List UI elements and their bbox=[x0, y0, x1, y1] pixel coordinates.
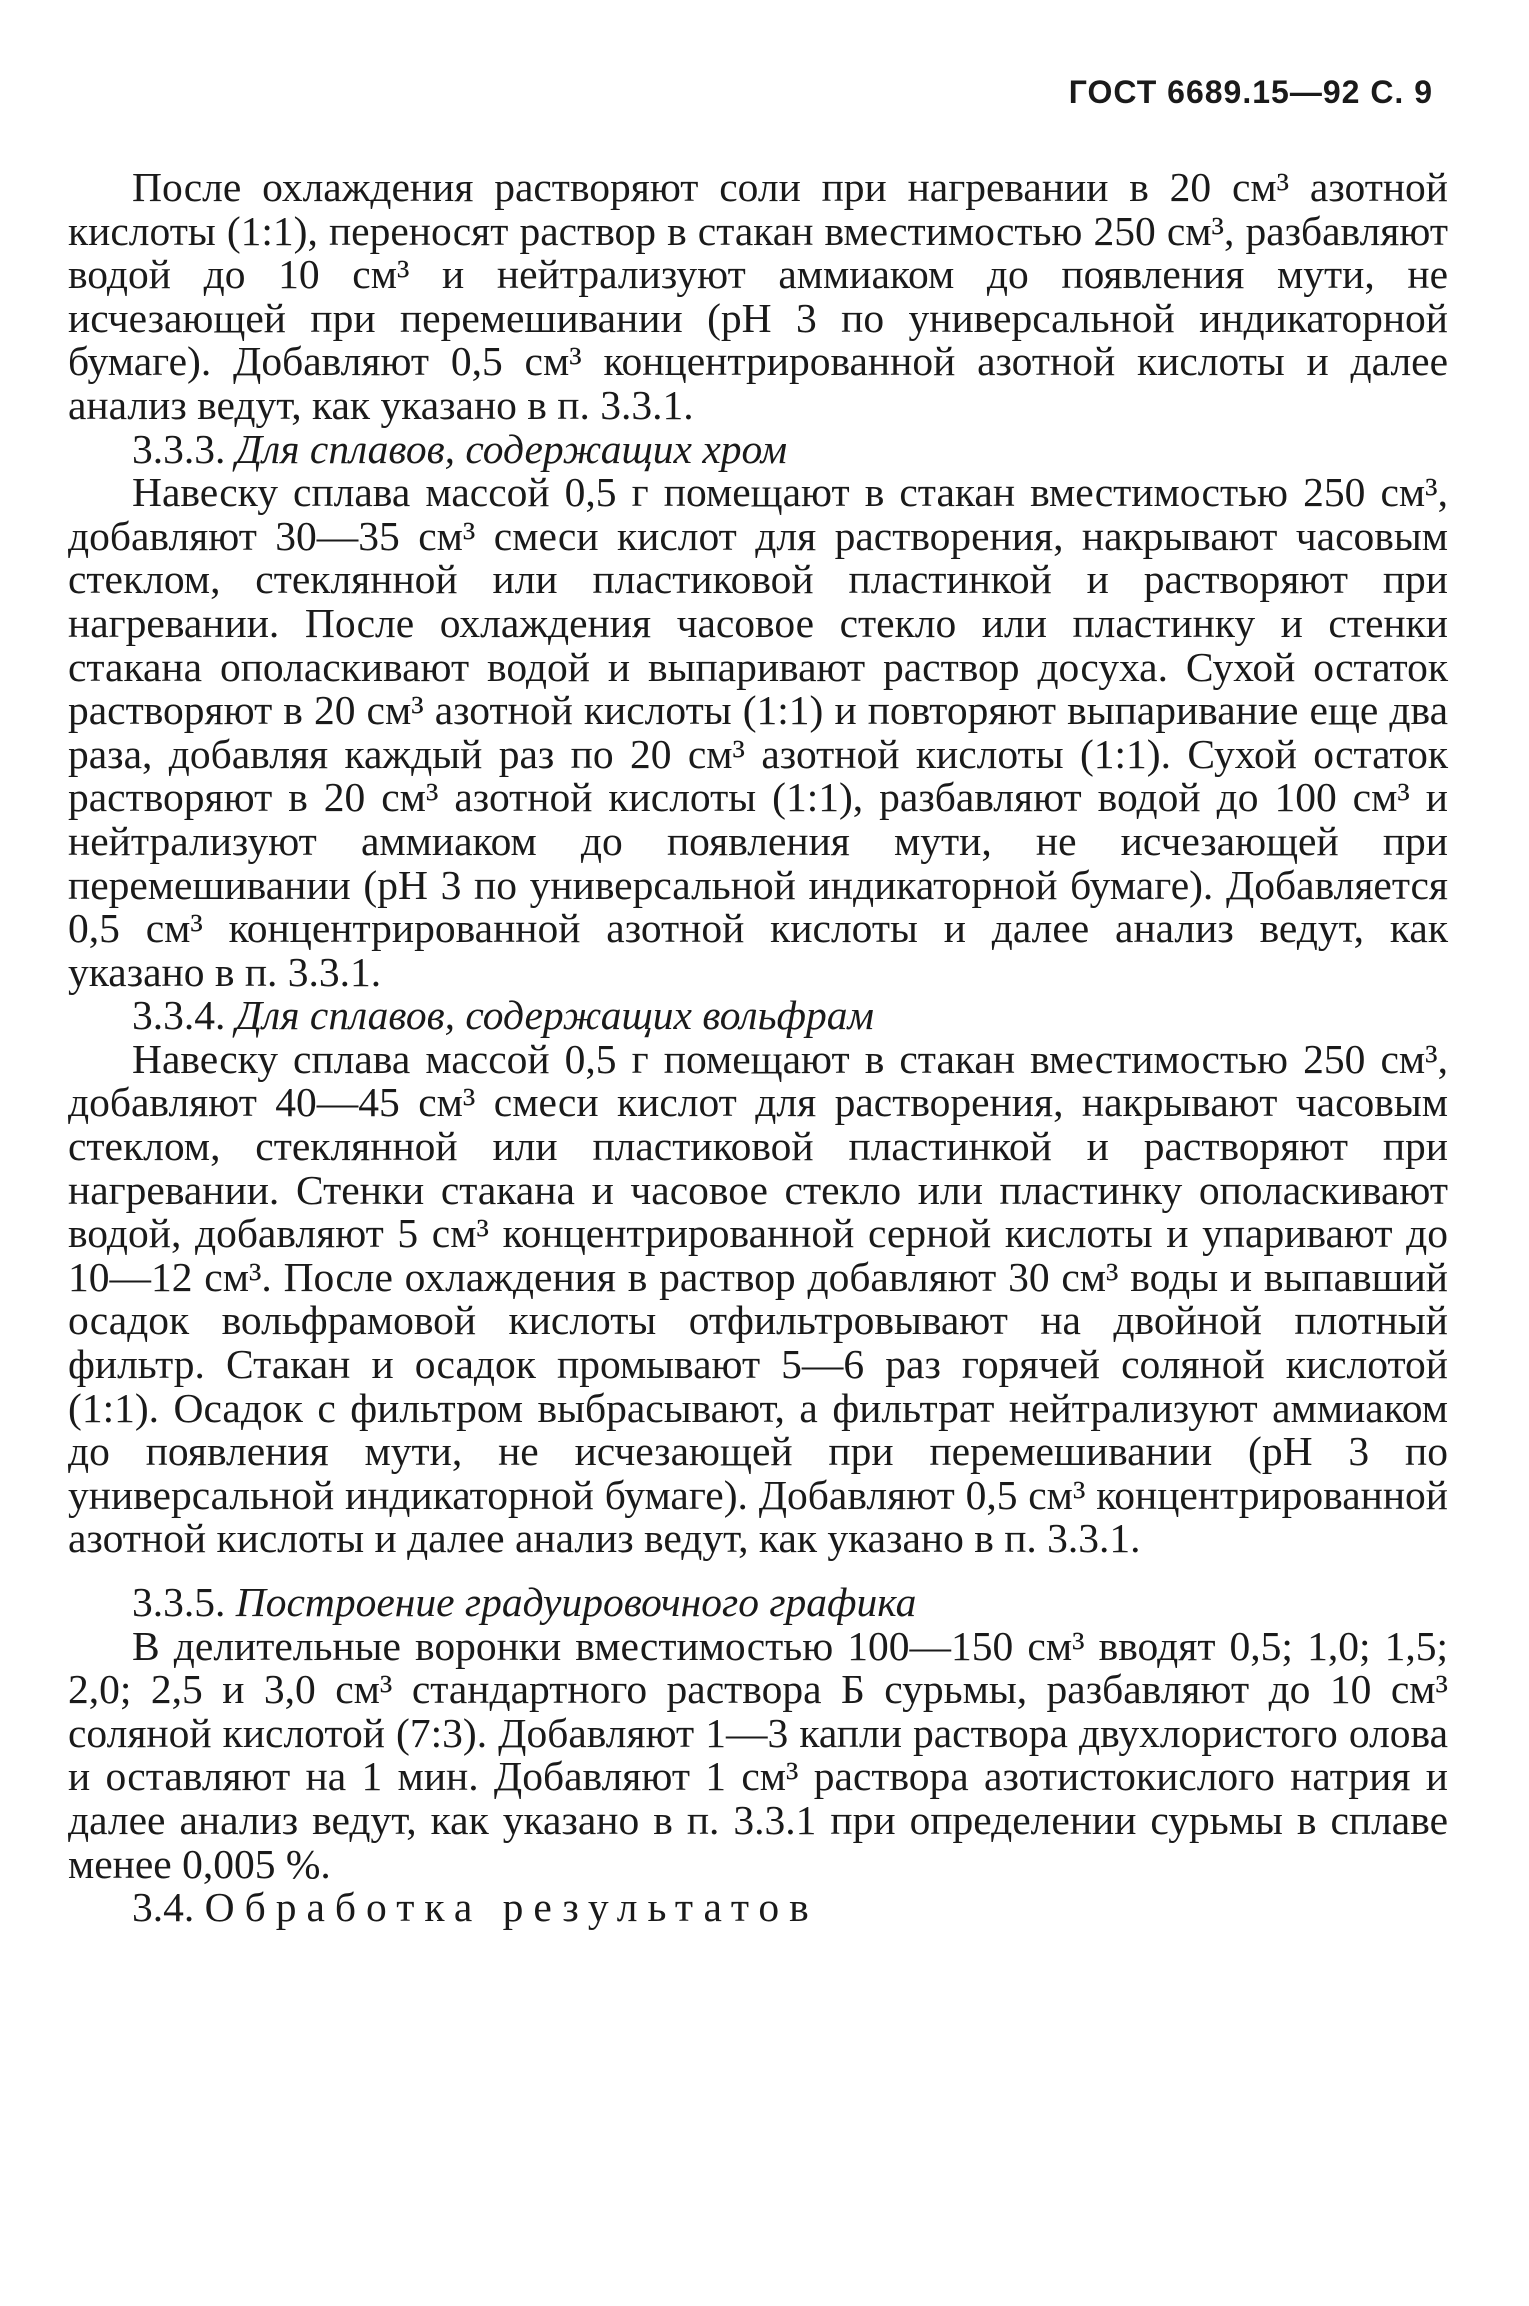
body-text bbox=[68, 166, 1448, 1930]
section-heading-3-4 bbox=[68, 1886, 1448, 1930]
paragraph-calibration-graph: В делительные воронки вместимостью 100—150 см³ вводят 0,5; 1,0; 1,5; 2,0; 2,5 и 3,0 см³ стандартного раствора Б сурьмы, разбавляют до 10 см³ соляной кислотой (7:3). Добавляют 1—3 капли раствора двухлористого олова и оставляют на 1 мин. Добавляют 1 см³ раствора азотистокислого натрия и далее анализ ведут, как указано в п. 3.3.1 при определении сурьмы в сплаве менее 0,005 %. bbox=[68, 1622, 1448, 1887]
section-title: Построение градуировочного графика bbox=[235, 1579, 917, 1625]
paragraph-solution-after-cooling: После охлаждения растворяют соли при нагревании в 20 см³ азотной кислоты (1:1), переносят раствор в стакан вместимостью 250 см³, разбавляют водой до 10 см³ и нейтрализуют аммиаком до появления мути, не исчезающей при перемешивании (рН 3 по универсальной индикаторной бумаге). Добавляют 0,5 см³ концентрированной азотной кислоты и далее анализ ведут, как указано в п. 3.3.1. bbox=[68, 164, 1448, 428]
section-title: Обработка результатов bbox=[204, 1884, 819, 1931]
running-header: ГОСТ 6689.15—92 С. 9 bbox=[1068, 74, 1433, 110]
section-title: Для сплавов, содержащих хром bbox=[235, 425, 788, 472]
section-title: Для сплавов, содержащих вольфрам bbox=[235, 992, 874, 1039]
section-number: 3.3.3. bbox=[132, 425, 226, 472]
section-number: 3.3.5. bbox=[132, 1579, 226, 1625]
paragraph-tungsten-alloys: Навеску сплава массой 0,5 г помещают в стакан вместимостью 250 см³, добавляют 40—45 см³ смеси кислот для растворения, накрывают часовым стеклом, стеклянной или пластиковой пластинкой и растворяют при нагревании. Стенки стакана и часовое стекло или пластинку ополаскивают водой, добавляют 5 см³ концентрированной серной кислоты и упаривают до 10—12 см³. После охлаждения в раствор добавляют 30 см³ воды и выпавший осадок вольфрамовой кислоты отфильтровывают на двойной плотный фильтр. Стакан и осадок промывают 5—6 раз горячей соляной кислотой (1:1). Осадок с фильтром выбрасывают, а фильтрат нейтрализуют аммиаком до появления мути, не исчезающей при перемешивании (рН 3 по универсальной индикаторной бумаге). Добавляют 0,5 см³ концентрированной азотной кислоты и далее анализ ведут, как указано в п. 3.3.1. bbox=[68, 1035, 1448, 1562]
paragraph-chromium-alloys: Навеску сплава массой 0,5 г помещают в стакан вместимостью 250 см³, добавляют 30—35 см³ смеси кислот для растворения, накрывают часовым стеклом, стеклянной или пластиковой пластинкой и растворяют при нагревании. После охлаждения часовое стекло или пластинку и стенки стакана ополаскивают водой и выпаривают раствор досуха. Сухой остаток растворяют в 20 см³ азотной кислоты (1:1) и повторяют выпаривание еще два раза, добавляя каждый раз по 20 см³ азотной кислоты (1:1). Сухой остаток растворяют в 20 см³ азотной кислоты (1:1), разбавляют водой до 100 см³ и нейтрализуют аммиаком до появления мути, не исчезающей при перемешивании (рН 3 по универсальной индикаторной бумаге). Добавляется 0,5 см³ концентрированной азотной кислоты и далее анализ ведут, как указано в п. 3.3.1. bbox=[68, 469, 1448, 995]
section-heading-3-3-4 bbox=[68, 994, 1448, 1038]
section-number: 3.4. bbox=[132, 1884, 195, 1931]
section-heading-3-3-3 bbox=[68, 425, 1448, 472]
section-number: 3.3.4. bbox=[132, 992, 226, 1039]
section-heading-3-3-5 bbox=[68, 1581, 1448, 1625]
spacer bbox=[68, 1561, 1448, 1581]
